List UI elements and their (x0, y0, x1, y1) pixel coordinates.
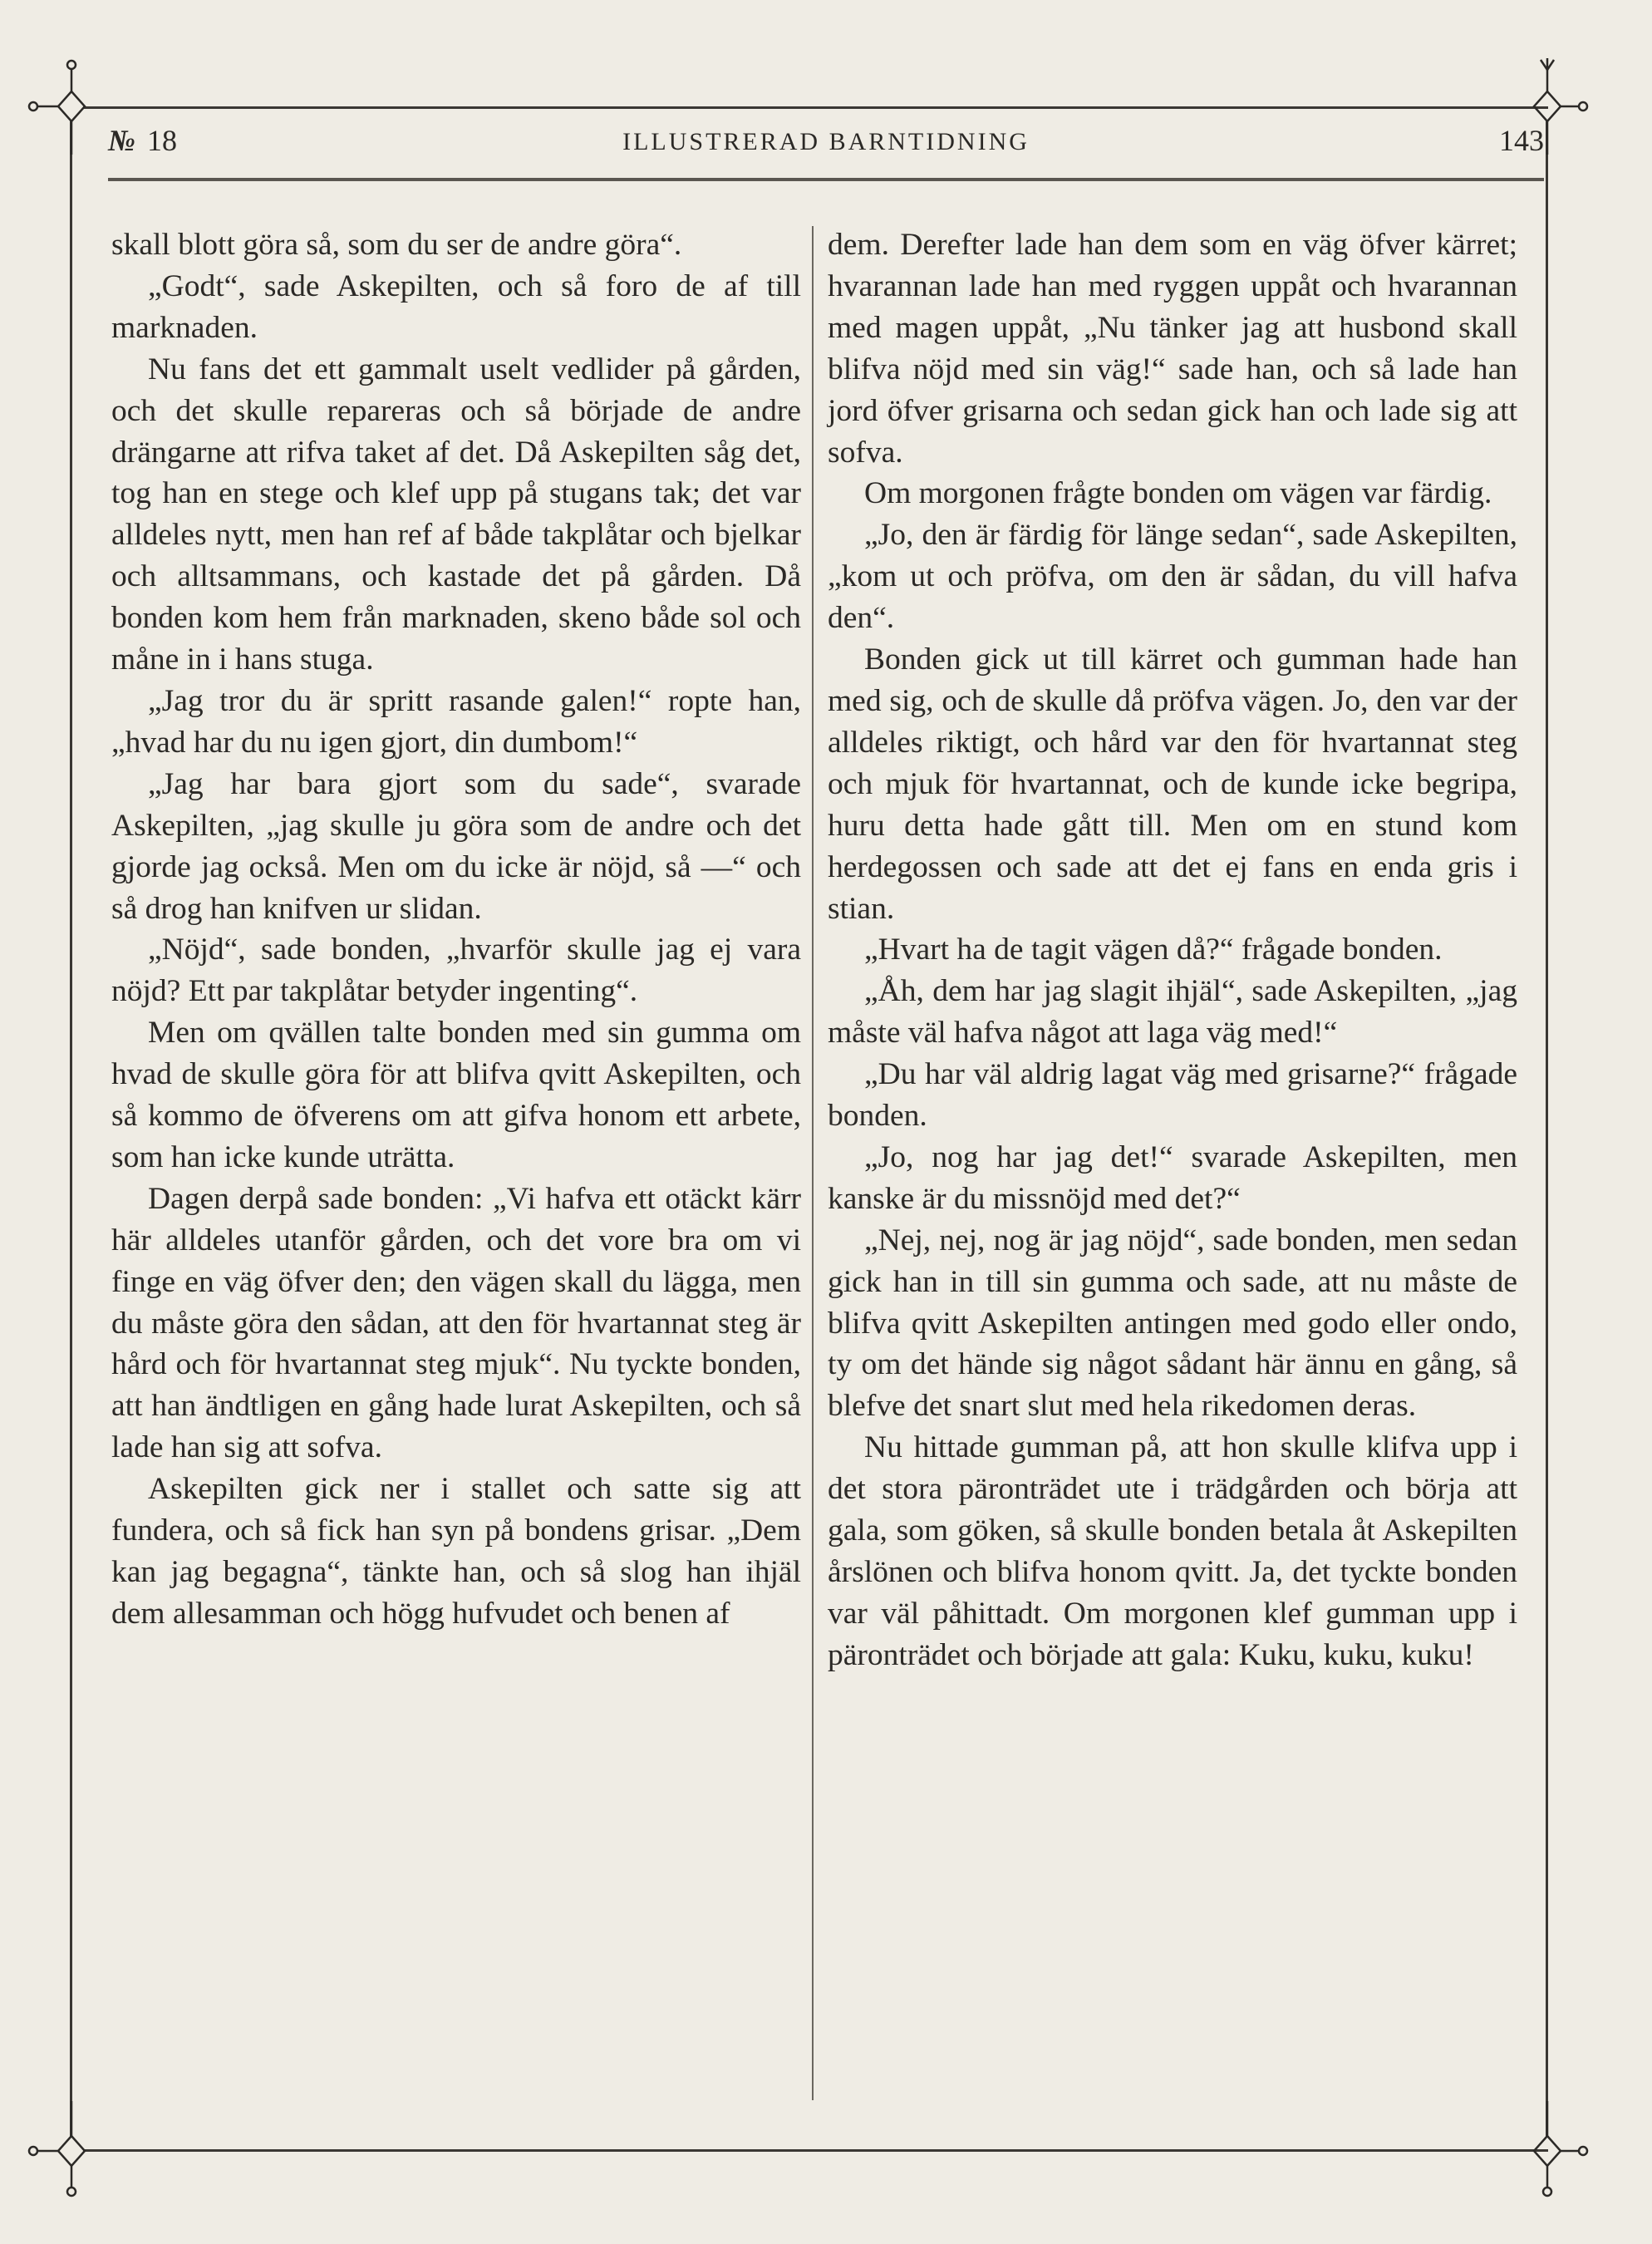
frame-top-line (83, 106, 1548, 109)
paragraph: skall blott göra så, som du ser de andre göra“. (111, 228, 682, 262)
frame-bottom-line (83, 2149, 1548, 2152)
paragraph: „Du har väl aldrig lagat väg med grisarne?“ frågade bonden. (828, 1057, 1517, 1134)
paragraph: „Godt“, sade Askepilten, och så foro de af till marknaden. (111, 268, 801, 345)
paragraph: „Jo, den är färdig för länge sedan“, sade Askepilten, „kom ut och pröfva, om den är sådan, du vill hafva den“. (828, 518, 1517, 636)
right-column (828, 224, 1517, 1676)
header-rule (108, 178, 1544, 181)
paragraph: Nu hittade gumman på, att hon skulle klifva upp i det stora päronträdet ute i trädgården och börja att gala, som göken, så skulle bonden betala åt Askepilten årslönen och blifva honom qvitt. Ja, det tyckte bonden var väl påhittadt. Om morgonen klef gumman upp i päronträdet och började att gala: Kuku, kuku, kuku! (828, 1430, 1517, 1672)
paragraph: „Nöjd“, sade bonden, „hvarför skulle jag ej vara nöjd? Ett par takplåtar betyder ingenting“. (111, 933, 801, 1009)
publication-title: ILLUSTRERAD BARNTIDNING (622, 128, 1030, 155)
paragraph: Nu fans det ett gammalt uselt vedlider på gården, och det skulle repareras och så började de andre drängarne att rifva taket af det. Då Askepilten såg det, tog han en stege och klef upp på stugans tak; det var alldeles nytt, men han ref af både takplåtar och bjelkar och alltsammans, och kastade det på gården. Då bonden kom hem från marknaden, skeno både sol och måne in i hans stuga. (111, 352, 801, 677)
paragraph: Om morgonen frågte bonden om vägen var färdig. (864, 476, 1492, 511)
paragraph: Men om qvällen talte bonden med sin gumma om hvad de skulle göra för att blifva qvitt Askepilten, och så kommo de öfverens om att gifva honom ett arbete, som han icke kunde uträtta. (111, 1016, 801, 1174)
paragraph: Askepilten gick ner i stallet och satte sig att fundera, och så fick han syn på bondens grisar. „Dem kan jag begagna“, tänkte han, och så slog han ihjäl dem allesamman och högg hufvudet och benen af (111, 1472, 801, 1631)
left-column (111, 224, 801, 1635)
page-number: 143 (1499, 124, 1544, 157)
column-divider (812, 226, 814, 2100)
paragraph: „Åh, dem har jag slagit ihjäl“, sade Askepilten, „jag måste väl hafva något att laga väg med!“ (828, 974, 1517, 1051)
paragraph: „Jo, nog har jag det!“ svarade Askepilten, men kanske är du missnöjd med det?“ (828, 1139, 1517, 1216)
paragraph: „Hvart ha de tagit vägen då?“ frågade bonden. (864, 933, 1443, 967)
paragraph: Bonden gick ut till kärret och gumman hade han med sig, och de skulle då pröfva vägen. Jo, den var der alldeles riktigt, och hård var den för hvartannat steg och mjuk för hvartannat, och de kunde icke begripa, huru detta hade gått till. Men om en stund kom herdegossen och sade att det ej fans en enda gris i stian. (828, 642, 1517, 926)
paragraph: dem. Derefter lade han dem som en väg öfver kärret; hvarannan lade han med ryggen uppåt och hvarannan med magen uppåt, „Nu tänker jag att husbond skall blifva nöjd med sin väg!“ sade han, och så lade han jord öfver grisarna och sedan gick han och lade sig att sofva. (828, 228, 1517, 470)
paragraph: „Nej, nej, nog är jag nöjd“, sade bonden, men sedan gick han in till sin gumma och sade, att nu måste de blifva qvitt Askepilten antingen med godo eller ondo, ty om det hände sig något sådant här ännu en gång, så blefve det snart slut med hela rikedomen deras. (828, 1223, 1517, 1424)
paragraph: Dagen derpå sade bonden: „Vi hafva ett otäckt kärr här alldeles utanför gården, och det vore bra om vi finge en väg öfver den; den vägen skall du lägga, men du måste göra den sådan, att den för hvartannat steg är hård och för hvartannat steg mjuk“. Nu tyckte bonden, att han ändtligen en gång hade lurat Askepilten, och så lade han sig att sofva. (111, 1181, 801, 1465)
frame-left-line (70, 121, 72, 2137)
paragraph: „Jag tror du är spritt rasande galen!“ ropte han, „hvad har du nu igen gjort, din dumbom!“ (111, 683, 801, 760)
page-header (100, 116, 1552, 175)
issue-number-value: 18 (146, 124, 177, 157)
issue-symbol: № (108, 124, 135, 157)
paragraph: „Jag har bara gjort som du sade“, svarade Askepilten, „jag skulle ju göra som de andre och det gjorde jag också. Men om du icke är nöjd, så —“ och så drog han knifven ur slidan. (111, 766, 801, 926)
frame-right-line (1546, 121, 1548, 2137)
corner-ornament-bottom-left (25, 2094, 116, 2202)
corner-ornament-bottom-right (1501, 2094, 1592, 2202)
